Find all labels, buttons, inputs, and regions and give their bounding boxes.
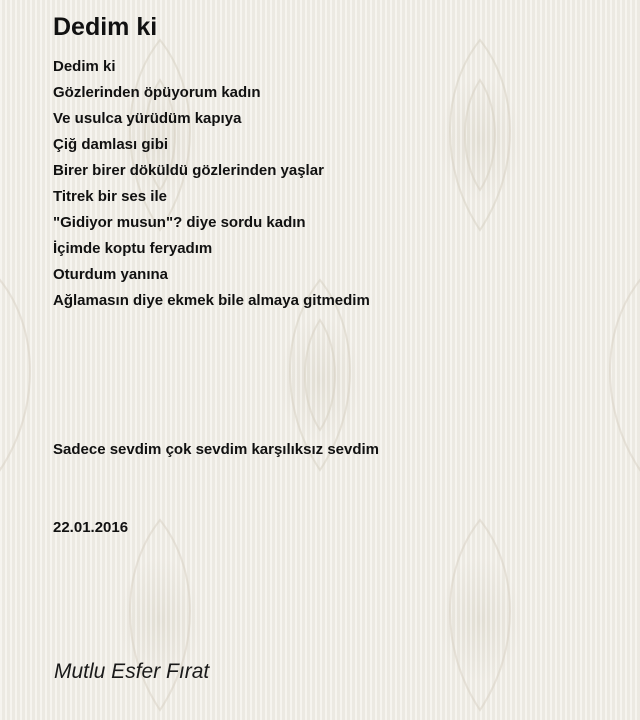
poem-line: Birer birer döküldü gözlerinden yaşlar	[53, 162, 324, 179]
poem-line: İçimde koptu feryadım	[53, 240, 213, 257]
poem-title: Dedim ki	[53, 13, 158, 41]
poem-line: Gözlerinden öpüyorum kadın	[53, 84, 261, 101]
poem-line: Ve usulca yürüdüm kapıya	[53, 110, 242, 127]
poem-date: 22.01.2016	[53, 519, 129, 536]
poem-line: "Gidiyor musun"? diye sordu kadın	[53, 214, 306, 231]
poem-line: Oturdum yanına	[53, 266, 169, 283]
poem-line: Çiğ damlası gibi	[53, 136, 169, 153]
poem-body	[53, 54, 370, 314]
poem-line: Titrek bir ses ile	[53, 188, 167, 205]
poem-closing-line: Sadece sevdim çok sevdim karşılıksız sevdim	[53, 441, 380, 458]
poem-line: Dedim ki	[53, 58, 116, 75]
poem-line: Ağlamasın diye ekmek bile almaya gitmedim	[53, 292, 370, 309]
poem-author: Mutlu Esfer Fırat	[54, 660, 210, 683]
